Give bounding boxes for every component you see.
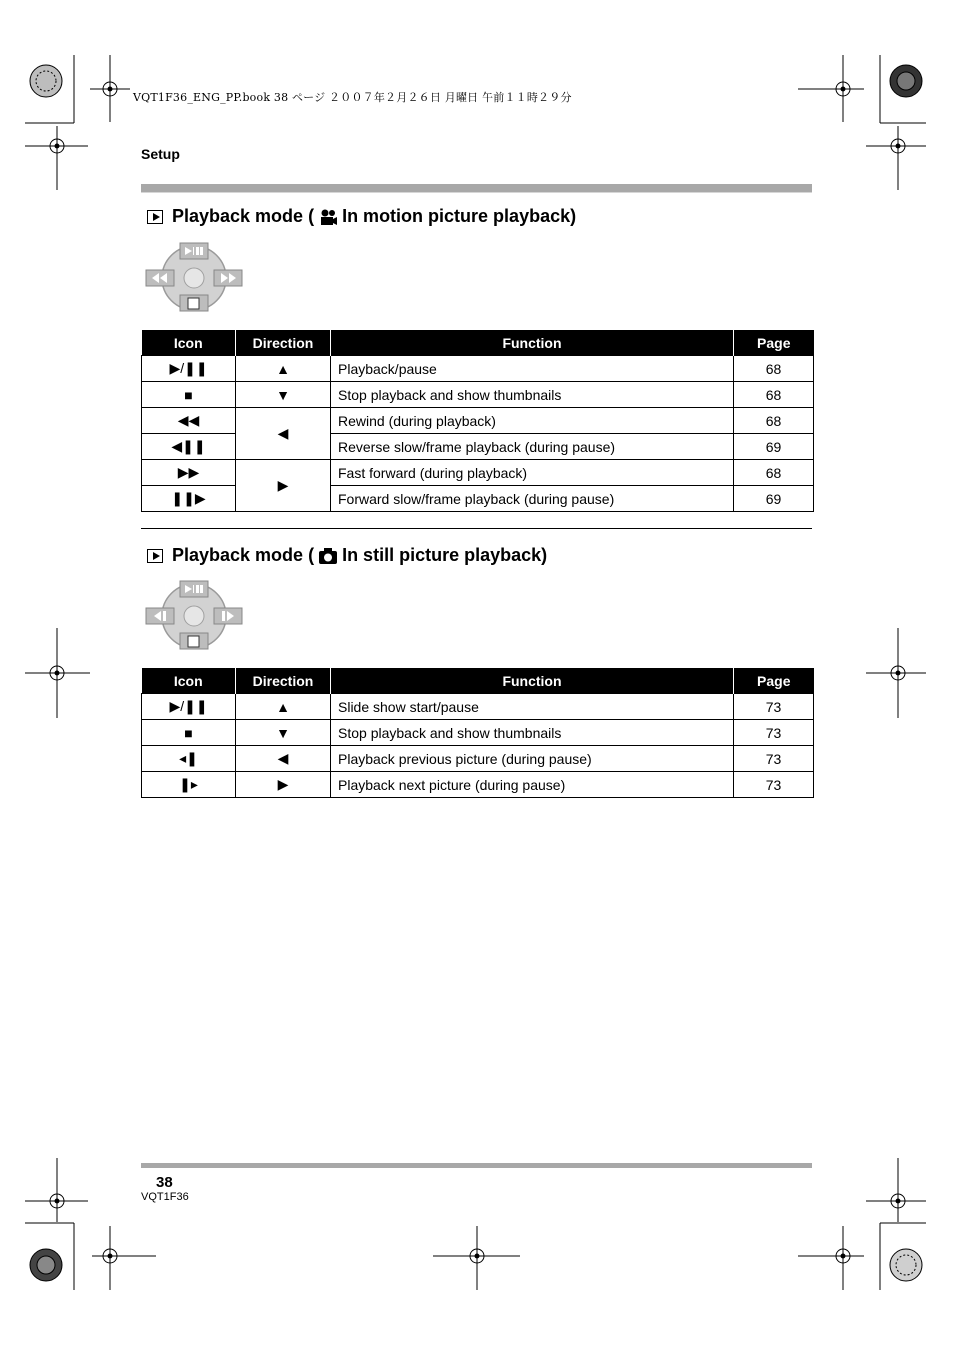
bottom-divider-bar <box>141 1163 812 1168</box>
section-heading-still <box>147 545 547 566</box>
column-header-icon: Icon <box>142 668 236 694</box>
row-function: Stop playback and show thumbnails <box>331 720 734 746</box>
row-page: 73 <box>734 720 814 746</box>
row-function: Playback/pause <box>331 356 734 382</box>
heading-suffix: In motion picture playback) <box>342 206 577 226</box>
column-header-function: Function <box>331 330 734 356</box>
row-icon: ▶/❚❚ <box>142 694 236 720</box>
row-function: Stop playback and show thumbnails <box>331 382 734 408</box>
row-icon: ■ <box>142 720 236 746</box>
column-header-page: Page <box>734 330 814 356</box>
print-header: VQT1F36_ENG_PP.book 38 ページ ２００７年２月２６日 月曜日 午前１１時２９分 <box>133 91 572 104</box>
table-row <box>142 772 814 798</box>
joystick-diagram-motion <box>145 242 243 314</box>
column-header-page: Page <box>734 668 814 694</box>
row-function: Forward slow/frame playback (during pause) <box>331 486 734 512</box>
row-icon: ❚▸ <box>142 772 236 798</box>
row-function: Slide show start/pause <box>331 694 734 720</box>
row-page: 68 <box>734 408 814 434</box>
page-number: 38 <box>156 1174 173 1191</box>
row-direction: ▶ <box>236 460 331 512</box>
heading-prefix: Playback mode ( <box>172 545 315 565</box>
still-function-table <box>141 668 814 798</box>
row-direction: ◀ <box>236 408 331 460</box>
section-label: Setup <box>141 146 180 162</box>
movie-camera-icon <box>318 208 338 226</box>
joystick-diagram-still <box>145 580 243 652</box>
column-header-direction: Direction <box>236 330 331 356</box>
row-page: 68 <box>734 382 814 408</box>
section-heading-motion <box>147 206 576 227</box>
playback-mode-icon <box>147 210 163 224</box>
table-row <box>142 720 814 746</box>
section-divider <box>141 528 812 529</box>
row-direction: ▲ <box>236 694 331 720</box>
row-icon: ▶/❚❚ <box>142 356 236 382</box>
table-row <box>142 408 814 434</box>
table-row <box>142 460 814 486</box>
column-header-function: Function <box>331 668 734 694</box>
row-direction: ▲ <box>236 356 331 382</box>
row-direction: ▼ <box>236 382 331 408</box>
row-function: Reverse slow/frame playback (during pause) <box>331 434 734 460</box>
table-row <box>142 746 814 772</box>
row-page: 69 <box>734 486 814 512</box>
playback-mode-icon <box>147 549 163 563</box>
document-code: VQT1F36 <box>141 1191 189 1203</box>
column-header-icon: Icon <box>142 330 236 356</box>
row-direction: ◀ <box>236 746 331 772</box>
heading-suffix: In still picture playback) <box>342 545 548 565</box>
row-icon: ◀❚❚ <box>142 434 236 460</box>
table-header-row <box>142 668 814 694</box>
row-page: 73 <box>734 772 814 798</box>
column-header-direction: Direction <box>236 668 331 694</box>
row-direction: ▼ <box>236 720 331 746</box>
row-function: Playback next picture (during pause) <box>331 772 734 798</box>
row-page: 73 <box>734 746 814 772</box>
table-header-row <box>142 330 814 356</box>
row-icon: ■ <box>142 382 236 408</box>
row-page: 73 <box>734 694 814 720</box>
row-function: Fast forward (during playback) <box>331 460 734 486</box>
row-icon: ❚❚▶ <box>142 486 236 512</box>
top-divider-bar <box>141 184 812 193</box>
table-row <box>142 694 814 720</box>
row-page: 69 <box>734 434 814 460</box>
still-camera-icon <box>318 547 338 565</box>
row-icon: ▶▶ <box>142 460 236 486</box>
row-function: Playback previous picture (during pause) <box>331 746 734 772</box>
row-icon: ◀◀ <box>142 408 236 434</box>
motion-function-table <box>141 330 814 512</box>
row-direction: ▶ <box>236 772 331 798</box>
heading-prefix: Playback mode ( <box>172 206 315 226</box>
table-row <box>142 382 814 408</box>
row-page: 68 <box>734 460 814 486</box>
row-function: Rewind (during playback) <box>331 408 734 434</box>
row-icon: ◂❚ <box>142 746 236 772</box>
row-page: 68 <box>734 356 814 382</box>
table-row <box>142 356 814 382</box>
